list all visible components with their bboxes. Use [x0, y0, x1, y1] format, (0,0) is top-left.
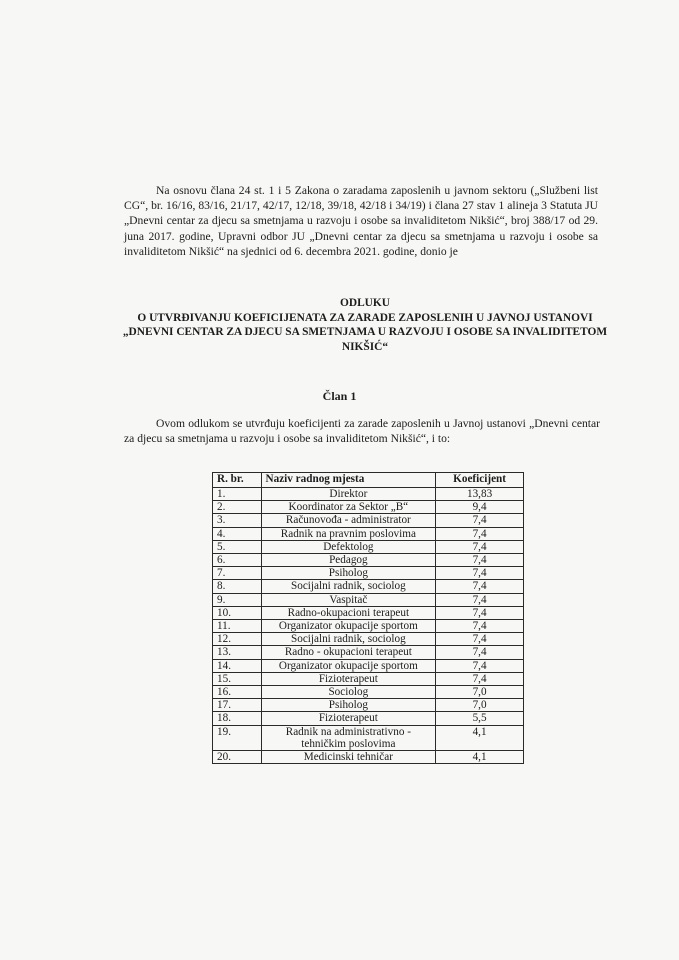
table-row	[213, 501, 524, 514]
intro-text: Na osnovu člana 24 st. 1 i 5 Zakona o zaradama zaposlenih u javnom sektoru („Službeni list CG“, br. 16/16, 83/16, 21/17, 42/17, 12/18, 39/18, 42/18 i 34/19) i člana 27 stav 1 alineja 3 Statuta JU „Dnevni centar za djecu sa smetnjama u razvoju i osobe sa invaliditetom Nikšić“, broj 388/17 od 29. juna 2017. godine, Upravni odbor JU „Dnevni centar za djecu sa smetnjama u razvoju i osobe sa invaliditetom Nikšić“ na sjednici od 6. decembra 2021. godine, donio je	[124, 184, 598, 258]
row-number: 15.	[213, 672, 262, 685]
row-position: Psiholog	[261, 567, 436, 580]
row-coefficient: 13,83	[436, 488, 524, 501]
table-row	[213, 751, 524, 764]
row-coefficient: 7,4	[436, 580, 524, 593]
row-position: Vaspitač	[261, 593, 436, 606]
row-coefficient: 7,0	[436, 686, 524, 699]
row-position: Fizioterapeut	[261, 712, 436, 725]
table-row	[213, 540, 524, 553]
title-line-2: O UTVRĐIVANJU KOEFICIJENATA ZA ZARADE ZAPOSLENIH U JAVNOJ USTANOVI	[137, 311, 593, 324]
row-number: 12.	[213, 633, 262, 646]
row-number: 8.	[213, 580, 262, 593]
table-row	[213, 633, 524, 646]
table-row	[213, 686, 524, 699]
row-coefficient: 7,4	[436, 540, 524, 553]
header-position: Naziv radnog mjesta	[261, 473, 436, 488]
row-number: 4.	[213, 527, 262, 540]
row-coefficient: 4,1	[436, 751, 524, 764]
row-number: 6.	[213, 554, 262, 567]
row-position: Fizioterapeut	[261, 672, 436, 685]
table-row	[213, 514, 524, 527]
row-number: 5.	[213, 540, 262, 553]
header-coefficient: Koeficijent	[436, 473, 524, 488]
row-coefficient: 4,1	[436, 725, 524, 750]
row-position: Direktor	[261, 488, 436, 501]
table-header-row	[213, 473, 524, 488]
row-position: Pedagog	[261, 554, 436, 567]
row-position: Računovođa - administrator	[261, 514, 436, 527]
row-position: Medicinski tehničar	[261, 751, 436, 764]
row-position: Socijalni radnik, sociolog	[261, 633, 436, 646]
row-coefficient: 7,4	[436, 606, 524, 619]
table-row	[213, 659, 524, 672]
table-row	[213, 580, 524, 593]
row-number: 13.	[213, 646, 262, 659]
row-coefficient: 7,4	[436, 567, 524, 580]
row-position: Defektolog	[261, 540, 436, 553]
row-number: 19.	[213, 725, 262, 750]
row-number: 16.	[213, 686, 262, 699]
row-number: 17.	[213, 699, 262, 712]
row-coefficient: 7,4	[436, 554, 524, 567]
table-row	[213, 554, 524, 567]
row-coefficient: 7,4	[436, 659, 524, 672]
article-text: Ovom odlukom se utvrđuju koeficijenti za zarade zaposlenih u Javnoj ustanovi „Dnevni centar za djecu sa smetnjama u razvoju i osobe sa invaliditetom Nikšić“, i to:	[124, 417, 600, 446]
table-row	[213, 712, 524, 725]
row-position: Sociolog	[261, 686, 436, 699]
title-line-3: „DNEVNI CENTAR ZA DJECU SA SMETNJAMA U RAZVOJU I OSOBE SA INVALIDITETOM	[122, 326, 608, 338]
row-coefficient: 7,4	[436, 527, 524, 540]
row-number: 18.	[213, 712, 262, 725]
title-line-1: ODLUKU	[340, 297, 390, 309]
row-position: Radnik na pravnim poslovima	[261, 527, 436, 540]
row-position: Organizator okupacije sportom	[261, 620, 436, 633]
row-number: 20.	[213, 751, 262, 764]
row-coefficient: 7,0	[436, 699, 524, 712]
row-number: 11.	[213, 620, 262, 633]
row-position: Koordinator za Sektor „B“	[261, 501, 436, 514]
table-row	[213, 527, 524, 540]
table-row	[213, 567, 524, 580]
row-coefficient: 7,4	[436, 672, 524, 685]
row-coefficient: 7,4	[436, 514, 524, 527]
row-coefficient: 7,4	[436, 620, 524, 633]
header-number: R. br.	[213, 473, 262, 488]
article-paragraph	[124, 416, 600, 446]
row-number: 9.	[213, 593, 262, 606]
table-row	[213, 488, 524, 501]
coefficients-table	[212, 472, 524, 764]
row-position: Radno-okupacioni terapeut	[261, 606, 436, 619]
row-position: Organizator okupacije sportom	[261, 659, 436, 672]
table-row	[213, 672, 524, 685]
table-row	[213, 606, 524, 619]
table-row	[213, 699, 524, 712]
row-coefficient: 7,4	[436, 633, 524, 646]
row-position: Radno - okupacioni terapeut	[261, 646, 436, 659]
table-row	[213, 646, 524, 659]
row-coefficient: 7,4	[436, 646, 524, 659]
row-number: 7.	[213, 567, 262, 580]
row-coefficient: 5,5	[436, 712, 524, 725]
row-coefficient: 9,4	[436, 501, 524, 514]
article-heading: Član 1	[322, 389, 357, 403]
row-position: Socijalni radnik, sociolog	[261, 580, 436, 593]
row-number: 3.	[213, 514, 262, 527]
intro-paragraph	[124, 183, 598, 259]
table-row	[213, 620, 524, 633]
table-row	[213, 725, 524, 750]
row-coefficient: 7,4	[436, 593, 524, 606]
row-number: 14.	[213, 659, 262, 672]
row-position: Psiholog	[261, 699, 436, 712]
decision-title	[110, 296, 620, 354]
title-line-4: NIKŠIĆ“	[341, 340, 389, 353]
row-number: 2.	[213, 501, 262, 514]
row-position: Radnik na administrativno - tehničkim poslovima	[261, 725, 436, 750]
row-number: 1.	[213, 488, 262, 501]
table-row	[213, 593, 524, 606]
row-number: 10.	[213, 606, 262, 619]
